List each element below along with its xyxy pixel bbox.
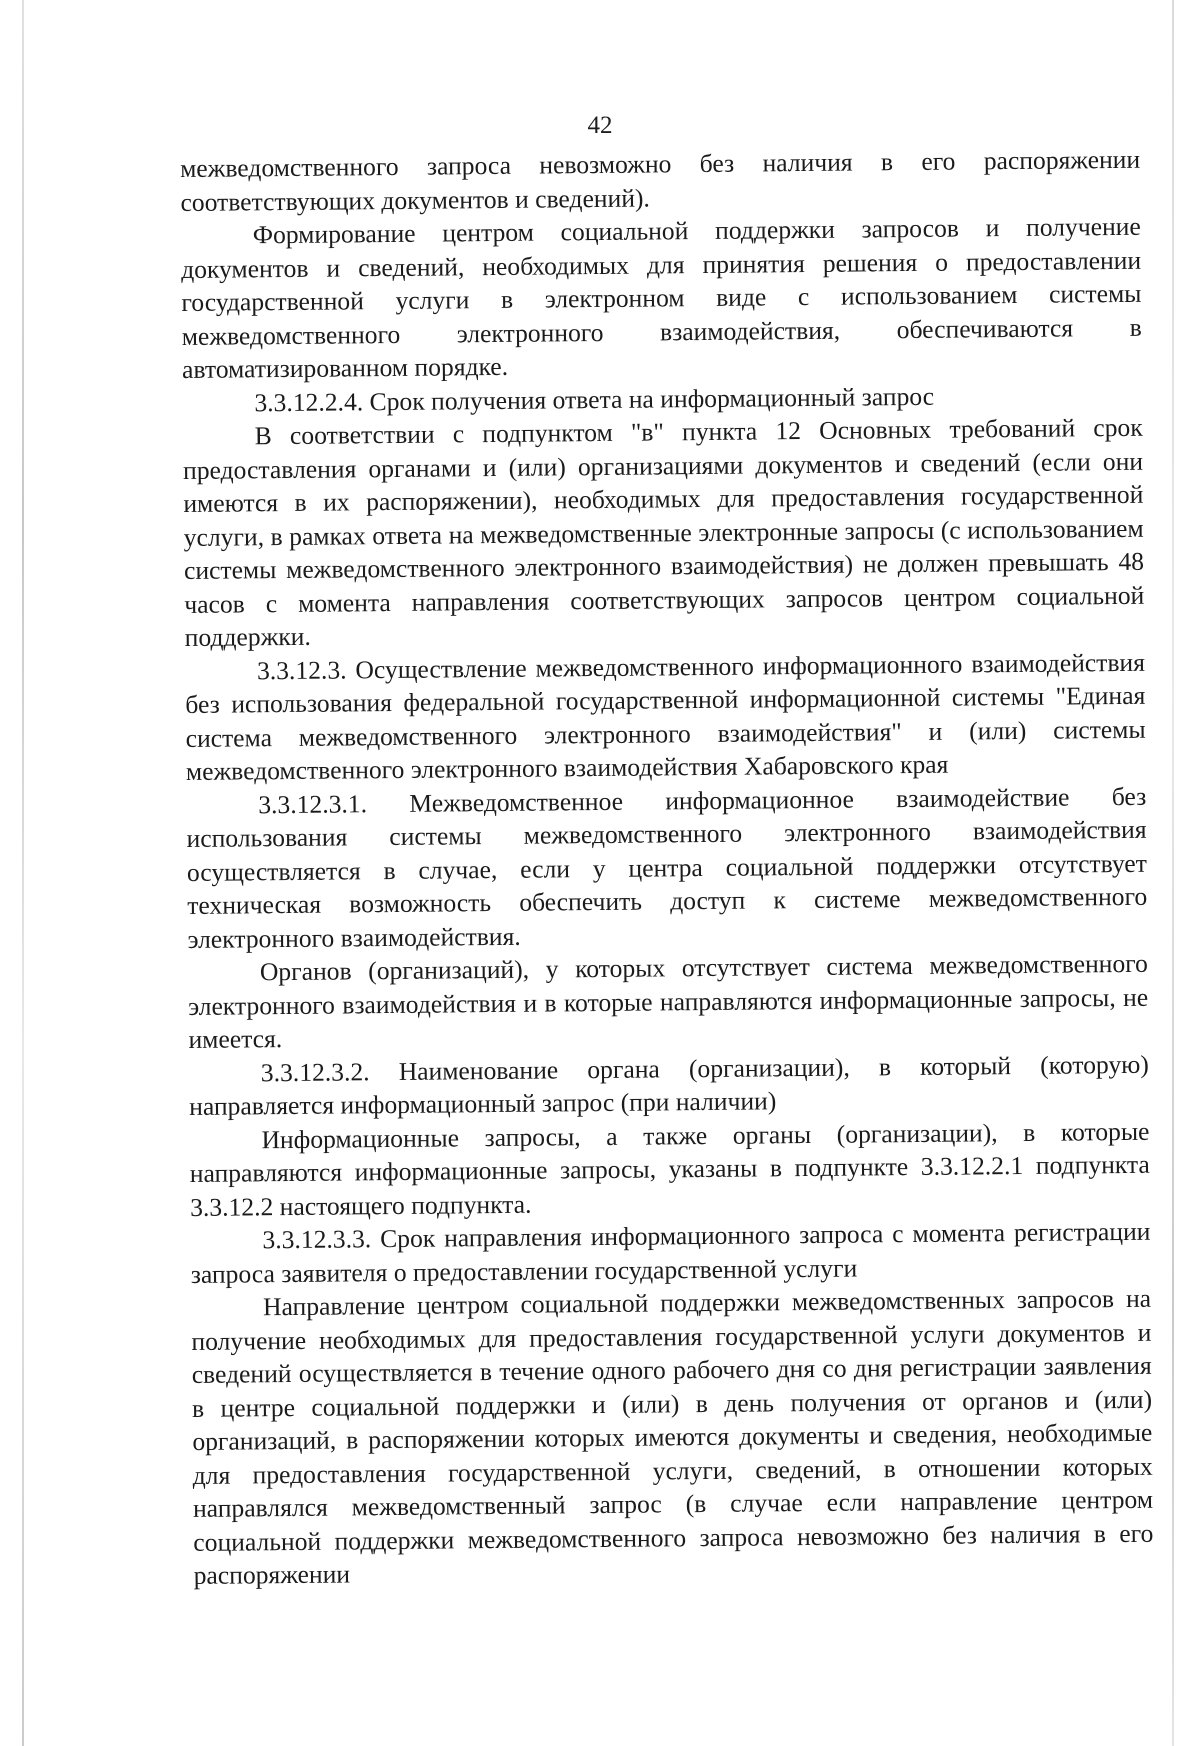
paragraph: межведомственного запроса невозможно без наличия в его распоряжении соответствующих документов и сведений). (180, 144, 1141, 217)
paragraph: Информационные запросы, а также органы (организации), в которые направляются информационные запросы, указаны в подпункте 3.3.12.2.1 подпункта 3.3.12.2 настоящего подпункта. (189, 1116, 1150, 1222)
scan-edge-left (22, 0, 24, 1746)
section-heading: 3.3.12.3.2. Наименование органа (организации), в который (которую) направляется информационный запрос (при наличии) (189, 1049, 1149, 1121)
paragraph: В соответствии с подпунктом "в" пункта 12 Основных требований срок предоставления органами и (или) организациями документов и сведений (если они имеются в их распоряжении), необходимых для предоставления государственной услуги, в рамках ответа на межведомственные электронные запросы (с использованием системы межведомственного электронного взаимодействия) не должен превышать 48 часов с момента направления соответствующих запросов центром социальной поддержки. (182, 412, 1145, 652)
section-heading: 3.3.12.3.3. Срок направления информационного запроса с момента регистрации запроса заявителя о предоставлении государственной услуги (190, 1216, 1151, 1289)
section-heading: 3.3.12.3. Осуществление межведомственного информационного взаимодействия без использования федеральной государственной информационной системы "Единая система межведомственного электронного взаимодействия" и (или) системы межведомственного электронного взаимодействия Хабаровского края (185, 647, 1146, 786)
paragraph: 3.3.12.3.1. Межведомственное информационное взаимодействие без использования системы межведомственного электронного взаимодействия осуществляется в случае, если у центра социальной поддержки отсутствует техническая возможность обеспечить доступ к системе межведомственного электронного взаимодействия. (186, 781, 1148, 954)
section-heading: 3.3.12.2.4. Срок получения ответа на информационный запрос (254, 381, 935, 417)
paragraph: Органов (организаций), у которых отсутствует система межведомственного электронного взаимодействия и в которые направляются информационные запросы, не имеется. (188, 948, 1149, 1054)
scan-edge-right (1172, 0, 1174, 1746)
paragraph: Направление центром социальной поддержки межведомственных запросов на получение необходимых для предоставления государственной услуги документов и сведений осуществляется в течение одного рабочего дня со дня регистрации заявления в центре социальной поддержки и (или) в день получения от органов и (или) организаций, в распоряжении которых имеются документы и сведения, необходимые для предоставления государственной услуги, сведений, в отношении которых направлялся межведомственный запрос (в случае если направление центром социальной поддержки межведомственного запроса невозможно без наличия в его распоряжении (191, 1283, 1154, 1590)
body-text (180, 143, 1154, 1593)
paragraph: Формирование центром социальной поддержки запросов и получение документов и сведений, необходимых для принятия решения о предоставлении государственной услуги в электронном виде с использованием системы межведомственного электронного взаимодействия, обеспечиваются в автоматизированном порядке. (180, 211, 1142, 384)
page-number: 42 (587, 112, 613, 139)
